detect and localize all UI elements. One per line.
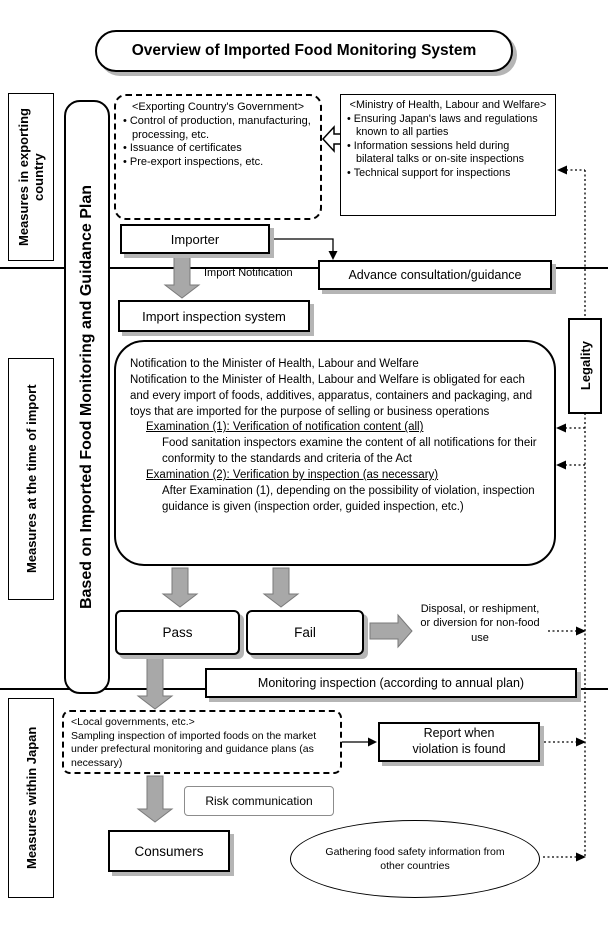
section-label-within-japan: Measures within Japan	[8, 698, 54, 898]
monitoring-guidance-plan-bar: Based on Imported Food Monitoring and Guidance Plan	[64, 100, 110, 694]
examination-1-title: Examination (1): Verification of notification content (all)	[146, 421, 424, 434]
to-consumers-arrow	[138, 776, 172, 822]
list-item: • Pre-export inspections, etc.	[123, 156, 313, 170]
examination-2-body: After Examination (1), depending on the possibility of violation, inspection guidance is given (inspection order, guided inspection, etc.)	[162, 484, 535, 513]
violation-report-arrow	[342, 738, 377, 747]
ministry-list	[347, 113, 549, 181]
list-item: • Information sessions held during bilateral talks or on-site inspections	[347, 140, 549, 167]
legality-arrowheads	[556, 166, 586, 862]
disposal-note: Disposal, or reshipment, or diversion for non-food use	[420, 603, 540, 644]
list-item: • Ensuring Japan's laws and regulations known to all parties	[347, 113, 549, 140]
section-label-time-of-import: Measures at the time of import	[8, 358, 54, 600]
ministry-box	[340, 94, 556, 216]
report-violation-box: Report when violation is found	[378, 722, 540, 762]
consumers-box: Consumers	[108, 830, 230, 872]
risk-communication-box: Risk communication	[184, 786, 334, 816]
local-governments-box	[62, 710, 342, 774]
advance-consultation-box: Advance consultation/guidance	[318, 260, 552, 290]
local-governments-body: Sampling inspection of imported foods on the market under prefectural monitoring and guidance plans (as necessary)	[71, 729, 317, 769]
list-item: • Technical support for inspections	[347, 167, 549, 181]
pass-box: Pass	[115, 610, 240, 655]
fail-box: Fail	[246, 610, 364, 655]
bilateral-left-arrow	[323, 127, 341, 151]
importer-box: Importer	[120, 224, 270, 254]
section-label-exporting-country: Measures in exporting country	[8, 93, 54, 261]
notification-examination-box	[114, 340, 556, 566]
exporting-government-list	[123, 115, 313, 170]
monitoring-inspection-box: Monitoring inspection (according to annual plan)	[205, 668, 577, 698]
ministry-title: <Ministry of Health, Labour and Welfare>	[349, 99, 547, 111]
exporting-government-title: <Exporting Country's Government>	[131, 101, 305, 113]
pass-down-arrow	[138, 657, 172, 709]
import-notification-arrow	[165, 255, 199, 298]
fail-to-disposal-arrow	[370, 615, 412, 647]
legality-bar: Legality	[568, 318, 602, 414]
list-item: • Issuance of certificates	[123, 142, 313, 156]
import-inspection-system-box: Import inspection system	[118, 300, 310, 332]
exporting-government-box	[114, 94, 322, 220]
to-pass-arrow	[163, 568, 197, 607]
examination-1-body: Food sanitation inspectors examine the content of all notifications for their conformity to the standards and criteria of the Act	[162, 437, 537, 466]
gathering-information-ellipse: Gathering food safety information from other countries	[290, 820, 540, 898]
importer-to-consultation-arrow	[270, 239, 338, 260]
examination-2-title: Examination (2): Verification by inspection (as necessary)	[146, 469, 439, 482]
notification-heading: Notification to the Minister of Health, Labour and Welfare	[130, 358, 419, 370]
notification-body: Notification to the Minister of Health, Labour and Welfare is obligated for each and every import of foods, additives, apparatus, containers and packaging, and toys that are imported for the purpose of selling or business operations	[130, 373, 533, 418]
import-notification-label: Import Notification	[204, 267, 293, 279]
to-fail-arrow	[264, 568, 298, 607]
local-governments-title: <Local governments, etc.>	[71, 716, 195, 728]
page-title: Overview of Imported Food Monitoring System	[95, 30, 513, 72]
list-item: • Control of production, manufacturing, processing, etc.	[123, 115, 313, 143]
